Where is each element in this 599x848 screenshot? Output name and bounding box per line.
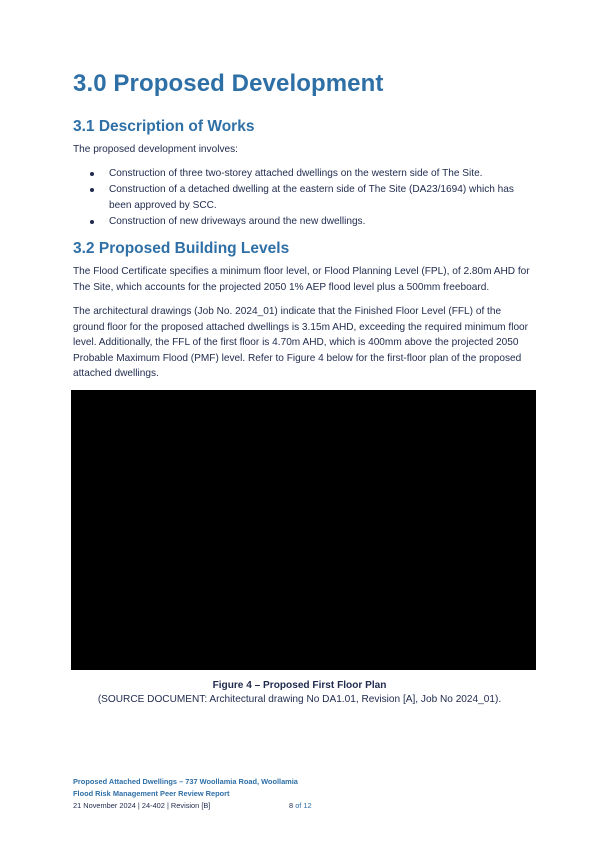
page-current: 8 [289,801,294,810]
section-heading-levels: 3.2 Proposed Building Levels [73,240,290,257]
page-number [289,800,312,812]
levels-paragraph-2: The architectural drawings (Job No. 2024_01) indicate that the Finished Floor Level (FFL) of the ground floor for the proposed attached dwellings is 3.15m AHD, exceeding the required minimum floor level. Additionally, the FFL of the first floor is 4.70m AHD, which is 400mm above the projected 2050 Probable Maximum Flood (PMF) level. Refer to Figure 4 below for the first-floor plan of the proposed attached dwellings. [73,306,529,379]
page-heading: 3.0 Proposed Development [73,70,384,97]
works-bullet-list [90,166,530,230]
figure-source: (SOURCE DOCUMENT: Architectural drawing No DA1.01, Revision [A], Job No 2024_01). [97,694,502,705]
page-footer [73,776,533,812]
page-total: of 12 [295,801,312,810]
bullet-text: Construction of three two-storey attached dwellings on the western side of The Site. [109,168,483,179]
list-item [90,166,530,182]
footer-project: Proposed Attached Dwellings – 737 Woollamia Road, Woollamia [73,777,298,786]
list-item [90,214,530,230]
bullet-icon [90,172,94,176]
bullet-text: Construction of new driveways around the new dwellings. [109,215,366,227]
works-intro: The proposed development involves: [73,144,238,155]
bullet-text: Construction of a detached dwelling at the eastern side of The Site (DA23/1694) which has been approved by SCC. [109,184,514,211]
levels-paragraph-1: The Flood Certificate specifies a minimum floor level, or Flood Planning Level (FPL), of 2.80m AHD for The Site, which accounts for the projected 2050 1% AEP flood level plus a 500mm freeboard. [73,266,530,293]
figure-image [71,390,536,670]
figure-caption: Figure 4 – Proposed First Floor Plan [212,680,387,691]
list-item [90,182,530,213]
footer-date: 21 November 2024 | 24-402 | Revision [B] [73,801,211,810]
bullet-icon [90,220,94,224]
bullet-icon [90,188,94,192]
section-heading-works: 3.1 Description of Works [73,118,255,135]
footer-date-revision [73,800,533,812]
footer-report-title: Flood Risk Management Peer Review Report [73,789,230,798]
